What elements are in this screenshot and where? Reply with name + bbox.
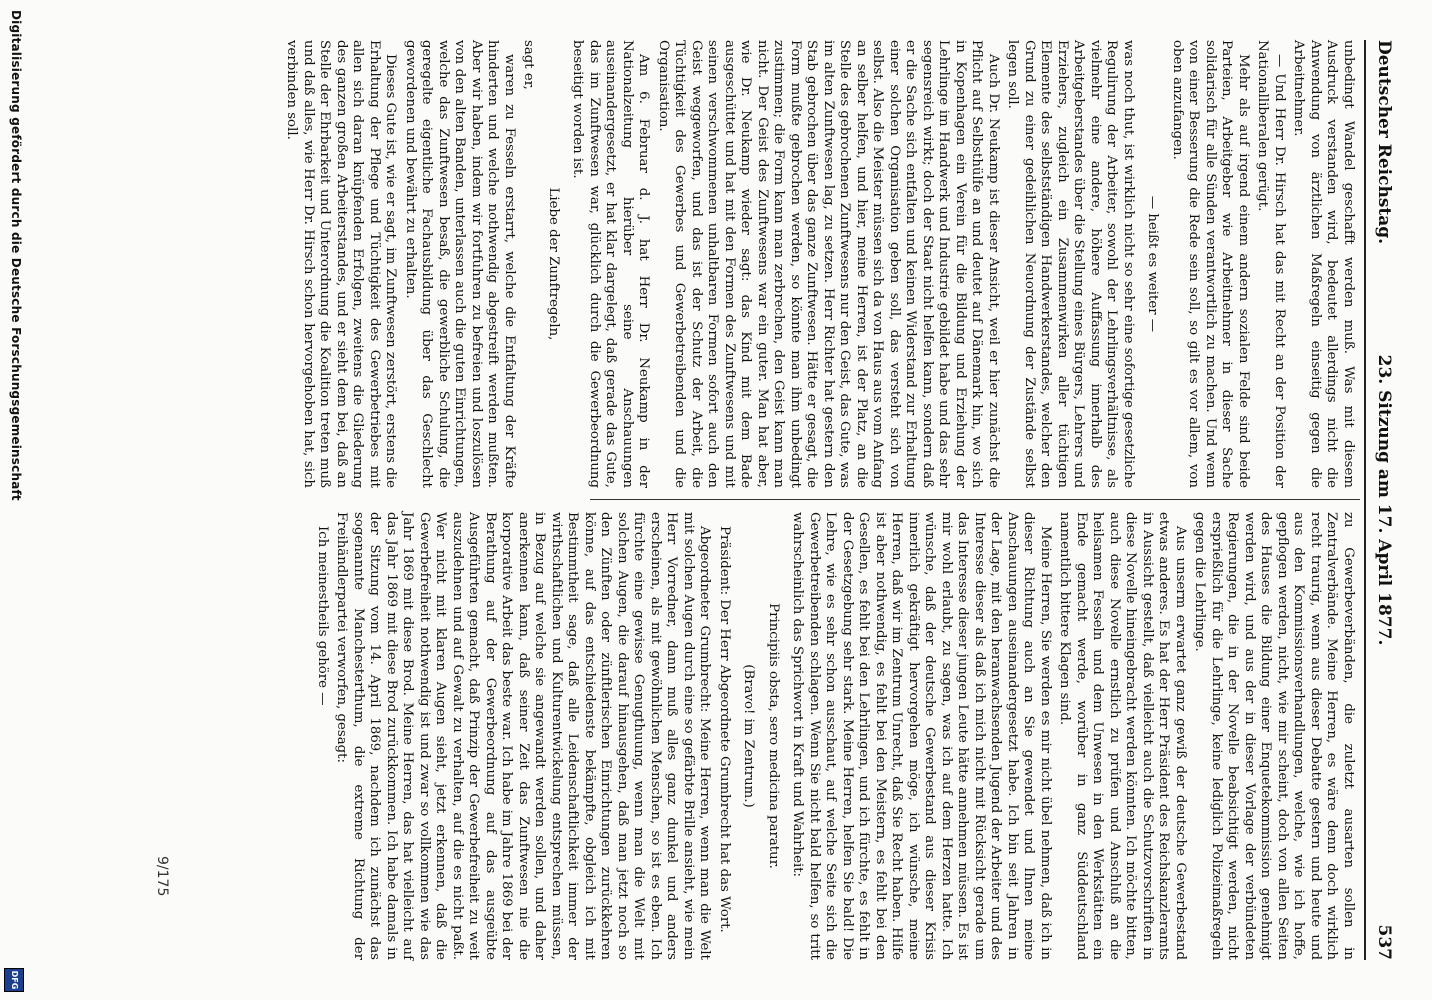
paragraph: Meine Herren, Sie werden es mir nicht übel nehmen, daß ich in dieser Richtung auch an Sie gewendet und Ihnen meine Anschauungen auseinandergesetzt habe. Ich bin seit Jahren in der Lage, mit den heranwachsenden Jugend der Arbeiter und des Interesse dieser als daß ich mich nicht mit Rücksicht gerade um das Interesse dieser jungen Leute hätte annehmen müssen. Es ist mir wohl erlaubt, zu sagen, was ich auf dem Herzen hatte. Ich wünsche, daß der deutsche Gewerbestand aus dieser Krisis innerlich gekräftigt hervorgehen möge, ich wünsche, meine Herren, daß wir im Zentrum Unrecht, daß Sie Recht haben. Hilfe ist aber nothwendig, es fehlt bei den Meistern, es fehlt bei den Gesellen, es fehlt bei den Lehrlingen, und ich fürchte, es fehlt in der Gesetzgebung sehr stark. Meine Herren, helfen Sie bald! Die Lehre, wie es sehr schon ausschaut, auf welche Seite sich die Gewerbetreibenden schlagen. Wenn Sie nicht bald helfen, so tritt wahrscheinlich das Sprichwort in Kraft und Wahrheit: [790,512,1053,960]
funding-notice: Digitalisierung gefördert durch die Deutsche Forschungsgemeinschaft [9,10,23,501]
paragraph: — Und Herr Dr. Hirsch hat das mit Recht an der Position der Nationalliberalen gerügt. [1255,40,1287,488]
page-number: 537 [1374,924,1394,960]
paragraph: Am 6. Februar d. J. hat Herr Dr. Neukamp in der Nationalzeitung hierüber seine Anschauungen auseinandergesetzt, er hat klar dargelegt, daß gerade das Gute, das im Zunftwesen war, glücklich durch die Gewerbeordnung beseitigt worden ist. [570,40,652,488]
paragraph: Auch Dr. Neukamp ist dieser Ansicht, weil er hier zunächst die Pflicht auf Selbsthülfe an und deutet auf Dänemark hin, wo sich in Kopenhagen ein Verein für die Bildung und Erziehung der Lehrlinge im Handwerk und Industrie gebildet habe und das sehr segensreich wirkt; doch der Staat nicht helfen kann, sondern daß er die Sache sich entfalten und keinen Widerstand zur Erhaltung einer solchen Organisation geben soll, das versteht sich von selbst. Also die Meister müssen sich da von Haus aus vom Anfang an selber helfen, und hier, meine Herren, ist der Platz, an die Stelle des gebrochenen Zunftwesens nur den Geist, das Gute, was im alten Zunftwesen lag, zu setzen. Herr Richter hat gestern den Stab gebrochen über das ganze Zunftwesen. Hätte er gesagt, die Form mußte gebrochen werden, so könnte man ihm unbedingt zustimmen; die Form kann man zerbrechen, den Geist kann man nicht. Der Geist des Zunftwesens war ein guter. Man hat aber, wie Dr. Neukamp wieder sagt: das Kind mit dem Bade ausgeschüttet und hat mit den Formen des Zunftwesens und mit seinen verschwommenen unhaltbaren Formen sofort auch den Geist weggeworfen, und das ist der Schutz der Arbeit, die Tüchtigkeit des Gewerbes und Gewerbetreibenden und die Organisation. [656,40,1001,488]
column-divider [590,499,1360,500]
paragraph: Abgeordneter Grumbrecht: Meine Herren, wenn man die Welt mit solchen Augen durch eine so gefärbte Brille ansieht, wie mein Herr Vorredner, dann muß alles ganz dunkel und anders erscheinen, als mit gewöhnlichen Menschen, so ist es eben. Ich fürchte eine gewisse Genugthuung, wenn man die Welt mit solchen Augen, die darauf hinausgehen, daß man jetzt noch so den Zünften oder zünftlerischen Einrichtungen zurückkehren könne, auf das entschiedenste bekämpfte, obgleich ich mit Bestimmtheit sage, daß alle Leidenschaftlichkeit immer der wirthschaftlichen und Kulturentwickelung entsprechen müssen, in Bezug auf welche sie angewandt werden sollen, und daher anerkennen kann, daß seiner Zeit das Zunftwesen nie die korporative Arbeit das beste war. Ich habe im Jahre 1869 bei der Berathung auf der Gewerbeordnung auf das ausgeübte Ausgeführten gemacht, daß Prinzip der Gewerbefreiheit zu weit auszudehnen und auf Gewalt zu verhalten, auf die es nicht paßt. Wer nicht mit klaren Augen sieht, jetzt erkennen, daß die Gewerbefreiheit nothwendig ist und zwar so vollkommen wie das Jahr 1869 mit diese Brod. Meine Herren, das hat vielleicht auf das Jahr 1869 mit diese Brod zurückkommen. Ich habe damals in der Sitzung vom 14. April 1869, nachdem ich zunächst das sogenannte Manchesterthum, die extreme Richtung der Freihändlerpartei verworfen, gesagt: [334,512,713,960]
handwritten-margin-note: 9/175 [154,856,170,897]
header-rule [1364,40,1366,960]
paragraph: Aus unserm erwartet ganz gewiß der deutsche Gewerbestand etwas anderes. Es hat der Herr Präsident des Reichskanzleramts in Aussicht gestellt, daß vielleicht auch die Schutzvorschriften in diese Novelle hineingebracht werden könnten. Ich möchte bitten, auch diese Novelle ernstlich zu prüfen und Anschluß an die heilsamen Fesseln und dem Unwesen in den Werkstätten ein Ende gemacht werde, worüber in ganz Süddeutschland namentlich bittere Klagen sind. [1057,512,1188,960]
paragraph: Liebe der Zunftregeln, [546,187,561,341]
paragraph: Ich meinestheils gehöre — [315,526,330,706]
paragraph: sagt er, [521,40,537,90]
text-column-left [284,40,1356,488]
paragraph: was noch thut, ist wirklich nicht so sehr eine sofortige gesetzliche Regulirung der Arbeiter, sowohl der Lehrlingsverhältnisse, als vielmehr eine andere, höhere Auffassung innerhalb des Arbeitgeberstandes über die Stellung eines Bürgers, Lehrers und Erziehers, zugleich ein Zusammenwirken aller tüchtigen Elemente des selbstständigen Handwerkerstandes, welcher den Grund zu einer gedeihlichen Neuordnung der Zustände selbst legen soll. [1005,40,1136,488]
session-title: 23. Sitzung am 17. April 1877. [1374,354,1394,646]
paragraph: Präsident: Der Herr Abgeordnete Grumbrecht hat das Wort. [717,526,732,933]
applause-note: (Bravo! im Zentrum.) [741,664,757,808]
paragraph: unbedingt Wandel geschafft werden muß. Was mit diesem Ausdruck verstanden wird, bedeutet allerdings nicht die Anwendung von ärztlichen Maßregeln einseitig gegen die Arbeitnehmer. [1291,40,1356,488]
paragraph: waren zu Fesseln erstarrt, welche die Entfaltung der Kräfte hinderten und welche nothwendig abgestreift werden mußten. Aber wir haben, indem wir fortfuhren zu befreien und loszulösen von den alten Banden, unterlassen auch die guten Einrichtungen, welche das Zunftwesen besaß, die gewerbliche Schulung, die geregelte eigentliche Fachausbildung über das Geschlecht gewordenen und bewährt zu erhalten. [403,40,517,488]
paragraph: Mehr als auf irgend einem andern sozialen Felde sind beide Parteien, Arbeitgeber wie Arbeitnehmer in dieser Sache solidarisch für alle Sünden verantwortlich zu machen. Und wenn von einer Besserung die Rede sein soll, so gilt es vor allem, von oben anzufangen. [1170,40,1251,488]
digitization-footer [1,0,27,1000]
journal-title: Deutscher Reichstag. [1374,40,1394,245]
text-column-right [315,512,1356,960]
page-header [1368,40,1394,960]
paragraph: — heißt es weiter — [1145,195,1161,333]
paragraph: zu Gewerbeverbänden, die zuletzt ausarten sollen in Zentralverbände. Meine Herren, es wäre denn doch wirklich recht traurig, wenn aus dieser Debatte gestern und heute und aus den Kommissionsverhandlungen, welche, wie ich hoffe, gepflogen werden, nicht, wie mir scheint, doch von allen Seiten des Hauses die Bildung einer Enquetekommission genehmigt werden wird, und aus der in dieser Vorlage der verbündeten Regierungen, die in der Novelle beabsichtigt werden, nicht ersprießlich für die Lehrlinge, keine lediglich Polizeimaßregeln gegen die Lehrlinge. [1192,512,1356,960]
dfg-logo: DFG [4,968,24,992]
paragraph: Dieses Gute ist, wie er sagt, im Zunftwesen zerstört, erstens die Erhaltung der Pflege und Tüchtigkeit des Gewerbetriebes mit allen sich daran knüpfenden Erfolgen, zweitens die Gliederung des ganzen großen Arbeiterstandes, und er sieht dem bei, daß an Stelle der Ehrbarkeit und Unterordnung die Koalition treten muß und daß alles, wie Herr Dr. Hirsch schon hervorgehoben hat, sich verbinden soll. [284,40,399,488]
latin-quote: Principiis obsta, sero medicina paratur. [766,603,781,869]
